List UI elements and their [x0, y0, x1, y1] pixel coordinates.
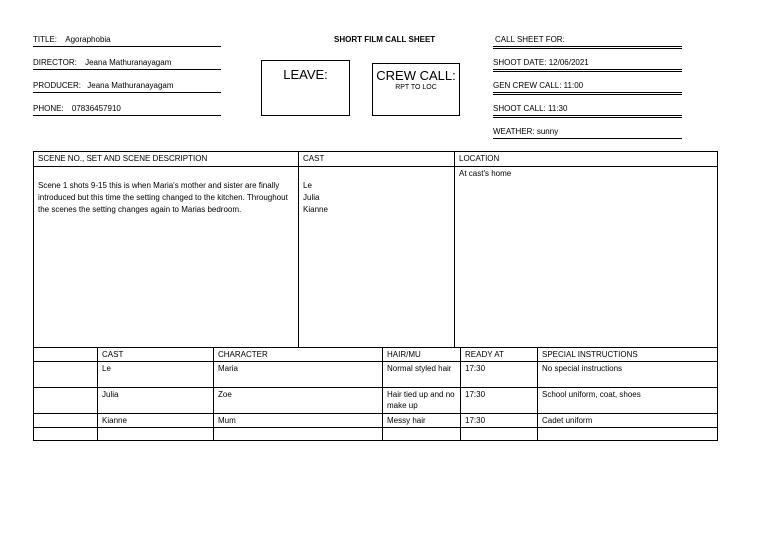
- weather: WEATHER: sunny: [493, 127, 559, 136]
- col-header-cast: CAST: [98, 348, 214, 362]
- phone-label: PHONE:: [33, 104, 64, 113]
- cast-header: CAST: [299, 152, 455, 167]
- crew-call-sub: RPT TO LOC: [395, 84, 437, 91]
- leave-box: [261, 60, 350, 116]
- director-field: [33, 58, 221, 70]
- shoot-call: SHOOT CALL: 11:30: [493, 104, 568, 113]
- blank-cell: [34, 414, 98, 428]
- crew-call-label: CREW CALL:: [376, 68, 456, 83]
- blank-cell: [34, 428, 98, 441]
- ready-cell: 17:30: [461, 388, 538, 414]
- call-sheet-for-label: CALL SHEET FOR:: [495, 35, 565, 44]
- scene-description: Scene 1 shots 9-15 this is when Maria's mother and sister are finally introduced but this time the setting changed to the kitchen. Throughout the scenes the setting changes again to Marias bedroom.: [34, 167, 299, 348]
- cast-cell: Julia: [98, 388, 214, 414]
- blank-cell: [461, 428, 538, 441]
- producer-field: [33, 81, 221, 93]
- ready-cell: 17:30: [461, 414, 538, 428]
- blank-cell: [34, 348, 98, 362]
- hair-cell: Hair tied up and no make up: [383, 388, 461, 414]
- location-header: LOCATION: [455, 152, 718, 167]
- sheet-title: SHORT FILM CALL SHEET: [334, 35, 436, 44]
- scene-cast-cell: [299, 167, 455, 348]
- divider-line: [493, 116, 682, 118]
- character-cell: Zoe: [214, 388, 383, 414]
- blank-cell: [98, 428, 214, 441]
- col-header-instructions: SPECIAL INSTRUCTIONS: [538, 348, 718, 362]
- divider-line: [493, 93, 682, 95]
- col-header-character: CHARACTER: [214, 348, 383, 362]
- director-label: DIRECTOR:: [33, 58, 77, 67]
- hair-cell: Messy hair: [383, 414, 461, 428]
- shoot-date-field: [493, 58, 682, 70]
- instructions-cell: No special instructions: [538, 362, 718, 388]
- shoot-call-field: [493, 104, 682, 116]
- cast-table-header: [34, 348, 718, 362]
- scene-cast-name: Kianne: [303, 205, 328, 214]
- scene-header: SCENE NO., SET AND SCENE DESCRIPTION: [34, 152, 299, 167]
- ready-cell: 17:30: [461, 362, 538, 388]
- producer-value: Jeana Mathuranayagam: [87, 81, 174, 90]
- weather-field: [493, 127, 682, 139]
- title-label: TITLE:: [33, 35, 58, 44]
- scene-table-header: [34, 152, 718, 167]
- blank-cell: [214, 428, 383, 441]
- character-cell: Mum: [214, 414, 383, 428]
- director-value: Jeana Mathuranayagam: [85, 58, 172, 67]
- table-row: [34, 362, 718, 388]
- crew-call-box: [372, 63, 460, 116]
- title-field: [33, 35, 221, 47]
- blank-cell: [538, 428, 718, 441]
- scene-cast-name: Julia: [303, 193, 320, 202]
- blank-cell: [34, 362, 98, 388]
- col-header-hair: HAIR/MU: [383, 348, 461, 362]
- divider-line: [493, 47, 682, 49]
- scene-table: [33, 151, 718, 348]
- title-value: Agoraphobia: [65, 35, 111, 44]
- table-row: [34, 388, 718, 414]
- cast-cell: Kianne: [98, 414, 214, 428]
- hair-cell: Normal styled hair: [383, 362, 461, 388]
- divider-line: [493, 70, 682, 72]
- scene-cast-name: Le: [303, 181, 312, 190]
- blank-cell: [34, 388, 98, 414]
- table-row: [34, 414, 718, 428]
- phone-value: 07836457910: [71, 104, 121, 113]
- instructions-cell: School uniform, coat, shoes: [538, 388, 718, 414]
- shoot-date: SHOOT DATE: 12/06/2021: [493, 58, 589, 67]
- instructions-cell: Cadet uniform: [538, 414, 718, 428]
- call-sheet-for-field: [493, 35, 682, 47]
- phone-field: [33, 104, 221, 116]
- cast-table: [33, 347, 718, 441]
- cast-cell: Le: [98, 362, 214, 388]
- blank-cell: [383, 428, 461, 441]
- table-row-empty: [34, 428, 718, 441]
- character-cell: Maria: [214, 362, 383, 388]
- leave-label: LEAVE:: [283, 67, 328, 82]
- scene-location: At cast's home: [455, 167, 718, 348]
- scene-table-row: [34, 167, 718, 348]
- gen-crew-call: GEN CREW CALL: 11:00: [493, 81, 584, 90]
- col-header-ready: READY AT: [461, 348, 538, 362]
- gen-crew-call-field: [493, 81, 682, 93]
- producer-label: PRODUCER:: [33, 81, 82, 90]
